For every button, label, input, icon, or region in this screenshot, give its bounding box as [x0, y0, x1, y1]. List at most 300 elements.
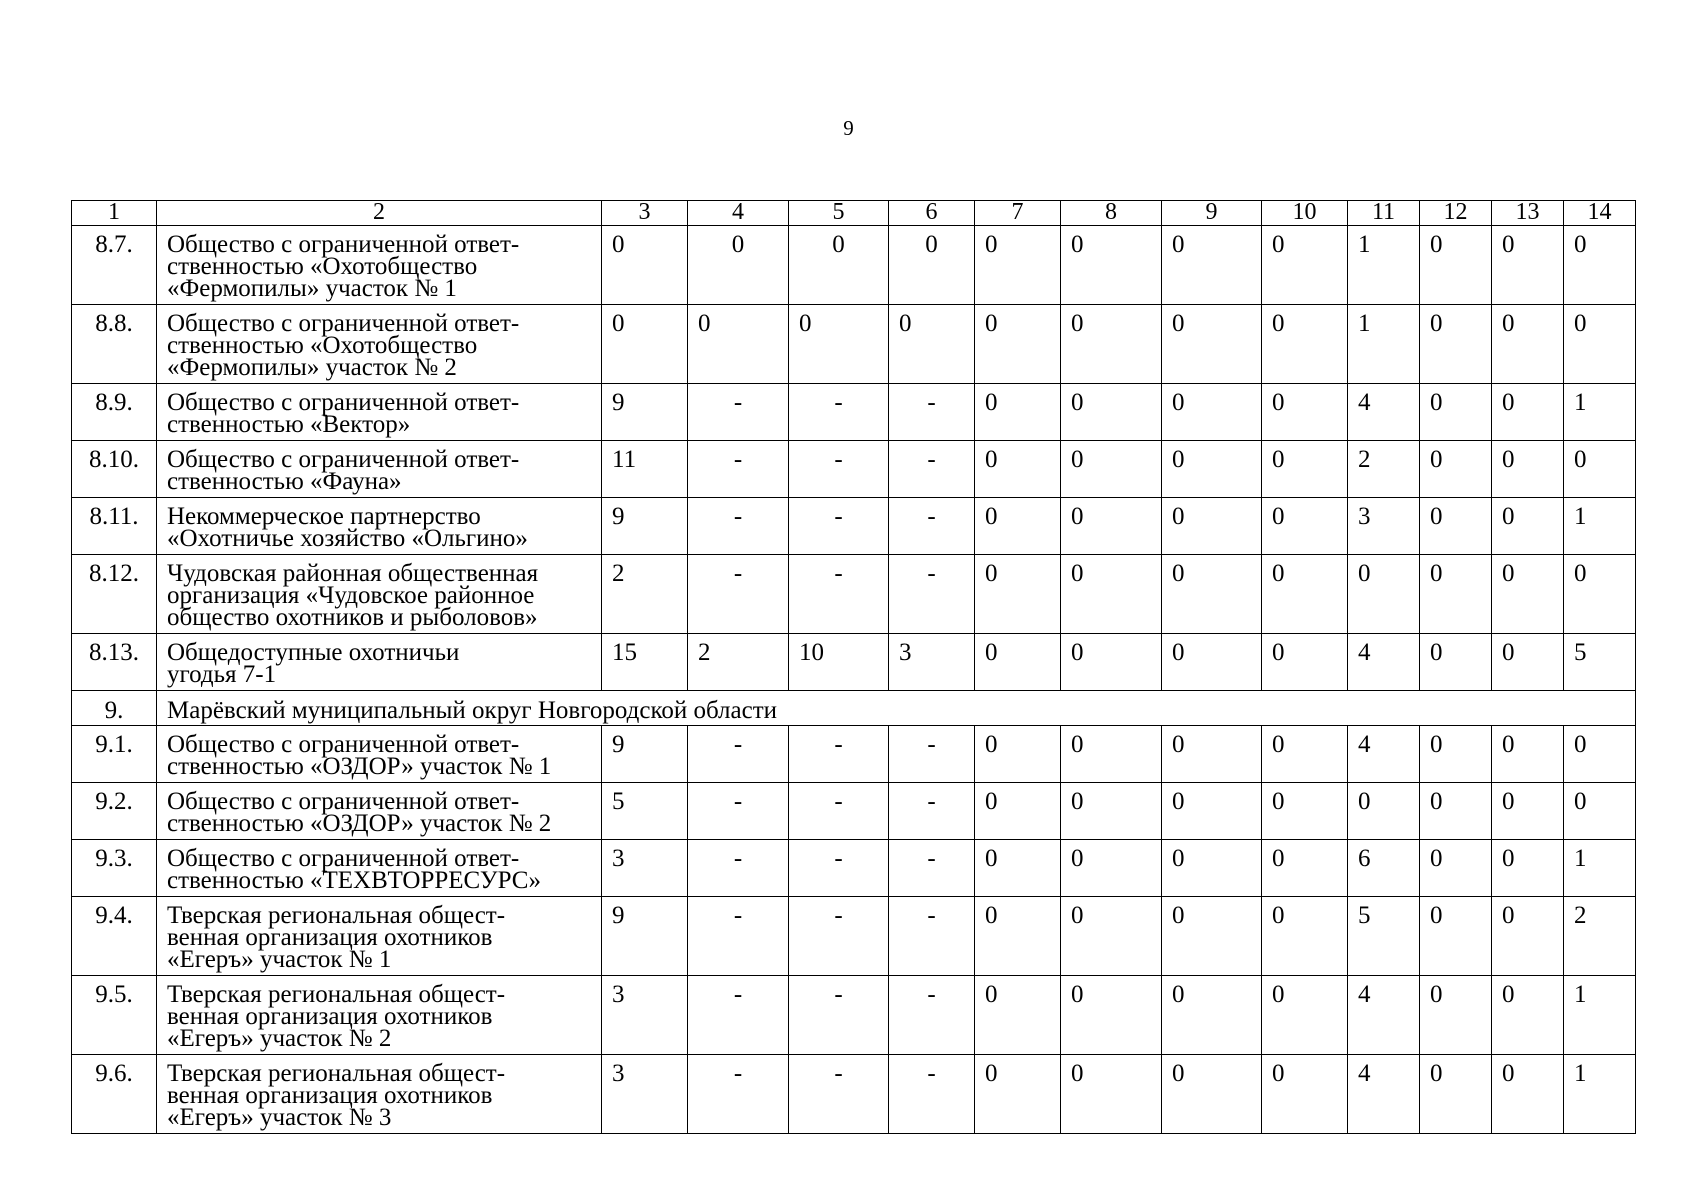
value: 0 — [1430, 639, 1443, 666]
value: 0 — [1358, 788, 1371, 815]
value-cell-col-11 — [1348, 726, 1420, 783]
value-cell-col-9 — [1162, 897, 1262, 976]
table-row — [72, 897, 1636, 976]
value-cell-col-6 — [889, 783, 975, 840]
value: 0 — [1430, 902, 1443, 929]
organization-name-line: «Егеръ» участок № 3 — [167, 1104, 392, 1131]
value: 6 — [1358, 845, 1371, 872]
value-cell-col-7 — [975, 441, 1061, 498]
organization-name-line: Некоммерческое партнерство — [167, 503, 481, 530]
table-row — [72, 840, 1636, 897]
value: 0 — [985, 446, 998, 473]
value: 0 — [612, 310, 625, 337]
value-cell-col-6 — [889, 897, 975, 976]
value: 1 — [1358, 310, 1371, 337]
value: - — [834, 446, 843, 473]
value-cell-col-12 — [1420, 441, 1492, 498]
value-cell-col-12 — [1420, 555, 1492, 634]
value-cell-col-7 — [975, 498, 1061, 555]
value-cell-col-5 — [789, 498, 889, 555]
value-cell-col-10 — [1262, 555, 1348, 634]
value: 0 — [1358, 560, 1371, 587]
value: 0 — [1272, 845, 1285, 872]
organization-name-cell — [157, 305, 602, 384]
value-cell-col-12 — [1420, 1055, 1492, 1134]
value-cell-col-6 — [889, 976, 975, 1055]
organization-name-line: ственностью «Фауна» — [167, 468, 402, 495]
organization-name-line: Общедоступные охотничьи — [167, 639, 460, 666]
value-cell-col-3 — [602, 976, 688, 1055]
organization-name-cell — [157, 726, 602, 783]
value-cell-col-12 — [1420, 783, 1492, 840]
row-number: 9.4. — [95, 902, 133, 929]
value-cell-col-6 — [889, 1055, 975, 1134]
value: - — [834, 981, 843, 1008]
value: 0 — [1071, 639, 1084, 666]
header-cell: 1 — [72, 201, 157, 226]
value-cell-col-10 — [1262, 976, 1348, 1055]
value: - — [733, 981, 743, 1008]
value-cell-col-4 — [688, 384, 789, 441]
value-cell-col-8 — [1061, 783, 1162, 840]
value: 0 — [1172, 389, 1185, 416]
value-cell-col-8 — [1061, 1055, 1162, 1134]
value-cell-col-14 — [1564, 897, 1636, 976]
value: 0 — [1272, 1060, 1285, 1087]
value-cell-col-8 — [1061, 441, 1162, 498]
value: 0 — [1172, 446, 1185, 473]
table-row — [72, 726, 1636, 783]
organization-name-line: Тверская региональная общест- — [167, 981, 506, 1008]
value: 9 — [612, 902, 625, 929]
value-cell-col-6 — [889, 840, 975, 897]
value: 2 — [612, 560, 625, 587]
value-cell-col-3 — [602, 441, 688, 498]
value-cell-col-8 — [1061, 555, 1162, 634]
value: 0 — [731, 231, 745, 258]
value-cell-col-4 — [688, 441, 789, 498]
value: - — [834, 1060, 843, 1087]
value-cell-col-7 — [975, 1055, 1061, 1134]
value-cell-col-8 — [1061, 634, 1162, 691]
row-number: 8.7. — [95, 231, 133, 258]
value-cell-col-14 — [1564, 783, 1636, 840]
value-cell-col-12 — [1420, 976, 1492, 1055]
value: 0 — [985, 503, 998, 530]
value: 15 — [612, 639, 637, 666]
value-cell-col-10 — [1262, 384, 1348, 441]
row-number-cell — [72, 691, 157, 726]
row-number: 9.2. — [95, 788, 133, 815]
value: 0 — [1272, 731, 1285, 758]
value-cell-col-14 — [1564, 840, 1636, 897]
value: 0 — [1071, 1060, 1084, 1087]
value-cell-col-14 — [1564, 384, 1636, 441]
organization-name-line: «Фермопилы» участок № 1 — [167, 275, 457, 302]
value: 0 — [1502, 310, 1515, 337]
value: 0 — [1502, 788, 1515, 815]
value-cell-col-3 — [602, 498, 688, 555]
value-cell-col-3 — [602, 783, 688, 840]
value: 0 — [1172, 788, 1185, 815]
value: 2 — [1574, 902, 1587, 929]
value: 0 — [1172, 845, 1185, 872]
value: 0 — [1430, 310, 1443, 337]
value: 0 — [1172, 310, 1185, 337]
organization-name-line: Тверская региональная общест- — [167, 1060, 506, 1087]
value-cell-col-6 — [889, 634, 975, 691]
value: - — [733, 389, 743, 416]
value: 0 — [1502, 231, 1515, 258]
value: 0 — [1430, 731, 1443, 758]
value-cell-col-8 — [1061, 384, 1162, 441]
table-row — [72, 634, 1636, 691]
value-cell-col-5 — [789, 840, 889, 897]
value-cell-col-6 — [889, 441, 975, 498]
value-cell-col-6 — [889, 555, 975, 634]
organization-name-line: Общество с ограниченной ответ- — [167, 731, 520, 758]
value: 0 — [1502, 446, 1515, 473]
value: 9 — [612, 731, 625, 758]
row-number: 8.13. — [89, 639, 139, 666]
value-cell-col-11 — [1348, 555, 1420, 634]
table-row — [72, 555, 1636, 634]
value-cell-col-11 — [1348, 441, 1420, 498]
value: 1 — [1574, 1060, 1587, 1087]
value-cell-col-9 — [1162, 305, 1262, 384]
organization-name-cell — [157, 498, 602, 555]
value-cell-col-12 — [1420, 897, 1492, 976]
section-title: Марёвский муниципальный округ Новгородской области — [167, 697, 778, 724]
value: 0 — [899, 310, 912, 337]
value-cell-col-5 — [789, 441, 889, 498]
value: 10 — [799, 639, 824, 666]
value: 9 — [612, 389, 625, 416]
organization-name-line: «Охотничье хозяйство «Ольгино» — [167, 525, 528, 552]
table-row — [72, 305, 1636, 384]
value-cell-col-6 — [889, 726, 975, 783]
value-cell-col-10 — [1262, 305, 1348, 384]
value-cell-col-10 — [1262, 634, 1348, 691]
organization-name-cell — [157, 634, 602, 691]
organization-name-cell — [157, 1055, 602, 1134]
header-row — [72, 201, 1636, 226]
row-number: 9.1. — [95, 731, 133, 758]
organization-name-line: ственностью «ОЗДОР» участок № 1 — [167, 753, 552, 780]
value: 0 — [1430, 1060, 1443, 1087]
value: 0 — [1430, 981, 1443, 1008]
value-cell-col-14 — [1564, 634, 1636, 691]
value-cell-col-9 — [1162, 226, 1262, 305]
organization-name-line: Общество с ограниченной ответ- — [167, 446, 520, 473]
row-number: 9.3. — [95, 845, 133, 872]
value-cell-col-7 — [975, 634, 1061, 691]
value: - — [927, 560, 936, 587]
value-cell-col-5 — [789, 305, 889, 384]
value-cell-col-6 — [889, 226, 975, 305]
value-cell-col-8 — [1061, 897, 1162, 976]
row-number-cell — [72, 305, 157, 384]
row-number-cell — [72, 897, 157, 976]
value-cell-col-9 — [1162, 840, 1262, 897]
value: 0 — [1574, 560, 1587, 587]
value-cell-col-14 — [1564, 498, 1636, 555]
value-cell-col-5 — [789, 555, 889, 634]
value-cell-col-13 — [1492, 634, 1564, 691]
value: 3 — [899, 639, 912, 666]
organization-name-line: Общество с ограниченной ответ- — [167, 845, 520, 872]
value-cell-col-8 — [1061, 498, 1162, 555]
value: 0 — [925, 231, 938, 258]
value: 2 — [698, 639, 711, 666]
row-number: 9. — [104, 697, 124, 724]
organization-name-line: организация «Чудовское районное — [167, 582, 535, 609]
header-cell: 10 — [1262, 201, 1348, 226]
value: 0 — [1502, 981, 1515, 1008]
value: - — [927, 1060, 936, 1087]
organization-name-cell — [157, 555, 602, 634]
value: 0 — [1071, 845, 1084, 872]
value: - — [834, 845, 843, 872]
data-table — [71, 200, 1636, 1134]
value: 4 — [1358, 731, 1371, 758]
header-cell: 2 — [157, 201, 602, 226]
section-title-cell — [157, 691, 1636, 726]
value: 0 — [1071, 788, 1084, 815]
value-cell-col-9 — [1162, 1055, 1262, 1134]
table-row — [72, 384, 1636, 441]
value-cell-col-13 — [1492, 498, 1564, 555]
organization-name-cell — [157, 783, 602, 840]
value-cell-col-10 — [1262, 441, 1348, 498]
value-cell-col-11 — [1348, 498, 1420, 555]
organization-name-line: венная организация охотников — [167, 1003, 493, 1030]
row-number-cell — [72, 1055, 157, 1134]
organization-name-line: Общество с ограниченной ответ- — [167, 231, 520, 258]
value-cell-col-4 — [688, 498, 789, 555]
value-cell-col-14 — [1564, 441, 1636, 498]
value-cell-col-7 — [975, 226, 1061, 305]
row-number-cell — [72, 226, 157, 305]
value: 0 — [1071, 902, 1084, 929]
value-cell-col-8 — [1061, 726, 1162, 783]
value: 0 — [1430, 788, 1443, 815]
value: 0 — [1172, 560, 1185, 587]
value-cell-col-11 — [1348, 976, 1420, 1055]
value: 3 — [1358, 503, 1371, 530]
row-number: 9.6. — [95, 1060, 133, 1087]
value-cell-col-5 — [789, 1055, 889, 1134]
value: - — [834, 788, 843, 815]
row-number-cell — [72, 976, 157, 1055]
value: 0 — [985, 845, 998, 872]
value-cell-col-10 — [1262, 226, 1348, 305]
value-cell-col-3 — [602, 634, 688, 691]
value: 0 — [612, 231, 625, 258]
value-cell-col-14 — [1564, 226, 1636, 305]
value-cell-col-5 — [789, 226, 889, 305]
value: 0 — [985, 981, 998, 1008]
section-row — [72, 691, 1636, 726]
value: 0 — [1272, 560, 1285, 587]
value: 0 — [1574, 788, 1587, 815]
value-cell-col-9 — [1162, 783, 1262, 840]
value: 4 — [1358, 981, 1371, 1008]
value: 0 — [985, 231, 998, 258]
value: 0 — [985, 788, 998, 815]
value-cell-col-9 — [1162, 634, 1262, 691]
value: 4 — [1358, 389, 1371, 416]
value: 0 — [1071, 503, 1084, 530]
organization-name-line: Общество с ограниченной ответ- — [167, 389, 520, 416]
value-cell-col-13 — [1492, 226, 1564, 305]
value-cell-col-4 — [688, 897, 789, 976]
value-cell-col-5 — [789, 726, 889, 783]
value: 0 — [832, 231, 845, 258]
value-cell-col-14 — [1564, 1055, 1636, 1134]
value: 5 — [612, 788, 625, 815]
table-row — [72, 226, 1636, 305]
header-cell: 12 — [1420, 201, 1492, 226]
value: - — [834, 902, 843, 929]
value: 3 — [612, 981, 625, 1008]
value-cell-col-10 — [1262, 1055, 1348, 1134]
row-number-cell — [72, 498, 157, 555]
value: 0 — [1172, 981, 1185, 1008]
value: 0 — [799, 310, 812, 337]
organization-name-line: венная организация охотников — [167, 1082, 493, 1109]
value: 0 — [1071, 981, 1084, 1008]
value-cell-col-11 — [1348, 783, 1420, 840]
value-cell-col-12 — [1420, 498, 1492, 555]
value: 0 — [985, 310, 998, 337]
value: 0 — [1272, 639, 1285, 666]
value: 0 — [1272, 310, 1285, 337]
value-cell-col-9 — [1162, 555, 1262, 634]
value: 0 — [1430, 845, 1443, 872]
value-cell-col-12 — [1420, 634, 1492, 691]
value-cell-col-9 — [1162, 976, 1262, 1055]
table-row — [72, 976, 1636, 1055]
row-number: 9.5. — [95, 981, 133, 1008]
value-cell-col-8 — [1061, 976, 1162, 1055]
page-number: 9 — [843, 116, 854, 140]
header-cell: 4 — [688, 201, 789, 226]
organization-name-line: ственностью «Охотобщество — [167, 332, 478, 359]
value: 0 — [1272, 231, 1285, 258]
value: 0 — [985, 1060, 998, 1087]
value-cell-col-5 — [789, 384, 889, 441]
table-body — [72, 201, 1636, 1134]
value-cell-col-3 — [602, 555, 688, 634]
organization-name-line: «Егеръ» участок № 2 — [167, 1025, 392, 1052]
value: 3 — [612, 845, 625, 872]
value: 0 — [1502, 389, 1515, 416]
value-cell-col-13 — [1492, 840, 1564, 897]
value-cell-col-8 — [1061, 226, 1162, 305]
value-cell-col-11 — [1348, 1055, 1420, 1134]
value-cell-col-6 — [889, 498, 975, 555]
value-cell-col-14 — [1564, 976, 1636, 1055]
value-cell-col-9 — [1162, 384, 1262, 441]
value-cell-col-11 — [1348, 305, 1420, 384]
value-cell-col-3 — [602, 897, 688, 976]
value-cell-col-11 — [1348, 840, 1420, 897]
organization-name-line: общество охотников и рыболовов» — [167, 604, 538, 631]
value: 0 — [1172, 231, 1185, 258]
header-cell: 7 — [975, 201, 1061, 226]
row-number-cell — [72, 840, 157, 897]
value: 0 — [1430, 503, 1443, 530]
value: 0 — [1272, 788, 1285, 815]
value: 0 — [1071, 560, 1084, 587]
value: - — [733, 560, 743, 587]
row-number-cell — [72, 441, 157, 498]
value: - — [927, 902, 936, 929]
value: 1 — [1574, 503, 1587, 530]
value: 0 — [1172, 731, 1185, 758]
value: 0 — [1574, 231, 1587, 258]
value-cell-col-10 — [1262, 897, 1348, 976]
organization-name-line: Тверская региональная общест- — [167, 902, 506, 929]
value: 0 — [1574, 310, 1587, 337]
value: 0 — [1502, 639, 1515, 666]
organization-name-line: «Егеръ» участок № 1 — [167, 946, 392, 973]
value-cell-col-14 — [1564, 305, 1636, 384]
value: - — [834, 503, 843, 530]
row-number: 8.10. — [89, 446, 139, 473]
value: 0 — [1071, 731, 1084, 758]
value: 0 — [985, 902, 998, 929]
value: 0 — [1430, 446, 1443, 473]
value: 0 — [985, 389, 998, 416]
value-cell-col-6 — [889, 305, 975, 384]
value-cell-col-3 — [602, 840, 688, 897]
value: 0 — [1502, 560, 1515, 587]
row-number: 8.11. — [89, 503, 139, 530]
value-cell-col-8 — [1061, 840, 1162, 897]
row-number: 8.12. — [89, 560, 139, 587]
value-cell-col-4 — [688, 1055, 789, 1134]
row-number-cell — [72, 555, 157, 634]
organization-name-cell — [157, 441, 602, 498]
value: 0 — [985, 560, 998, 587]
header-cell: 14 — [1564, 201, 1636, 226]
value: 4 — [1358, 639, 1371, 666]
value: 0 — [1172, 639, 1185, 666]
table-row — [72, 783, 1636, 840]
header-cell: 6 — [889, 201, 975, 226]
value: - — [733, 503, 743, 530]
value-cell-col-3 — [602, 226, 688, 305]
value: - — [733, 446, 743, 473]
value-cell-col-7 — [975, 897, 1061, 976]
organization-name-cell — [157, 976, 602, 1055]
value-cell-col-12 — [1420, 226, 1492, 305]
value: - — [834, 560, 843, 587]
value: 11 — [612, 446, 637, 473]
row-number-cell — [72, 783, 157, 840]
value-cell-col-13 — [1492, 976, 1564, 1055]
header-cell: 11 — [1348, 201, 1420, 226]
value-cell-col-9 — [1162, 498, 1262, 555]
value-cell-col-9 — [1162, 441, 1262, 498]
value: 0 — [1430, 560, 1443, 587]
value-cell-col-10 — [1262, 840, 1348, 897]
value: 0 — [1502, 1060, 1515, 1087]
value-cell-col-13 — [1492, 305, 1564, 384]
value-cell-col-3 — [602, 1055, 688, 1134]
